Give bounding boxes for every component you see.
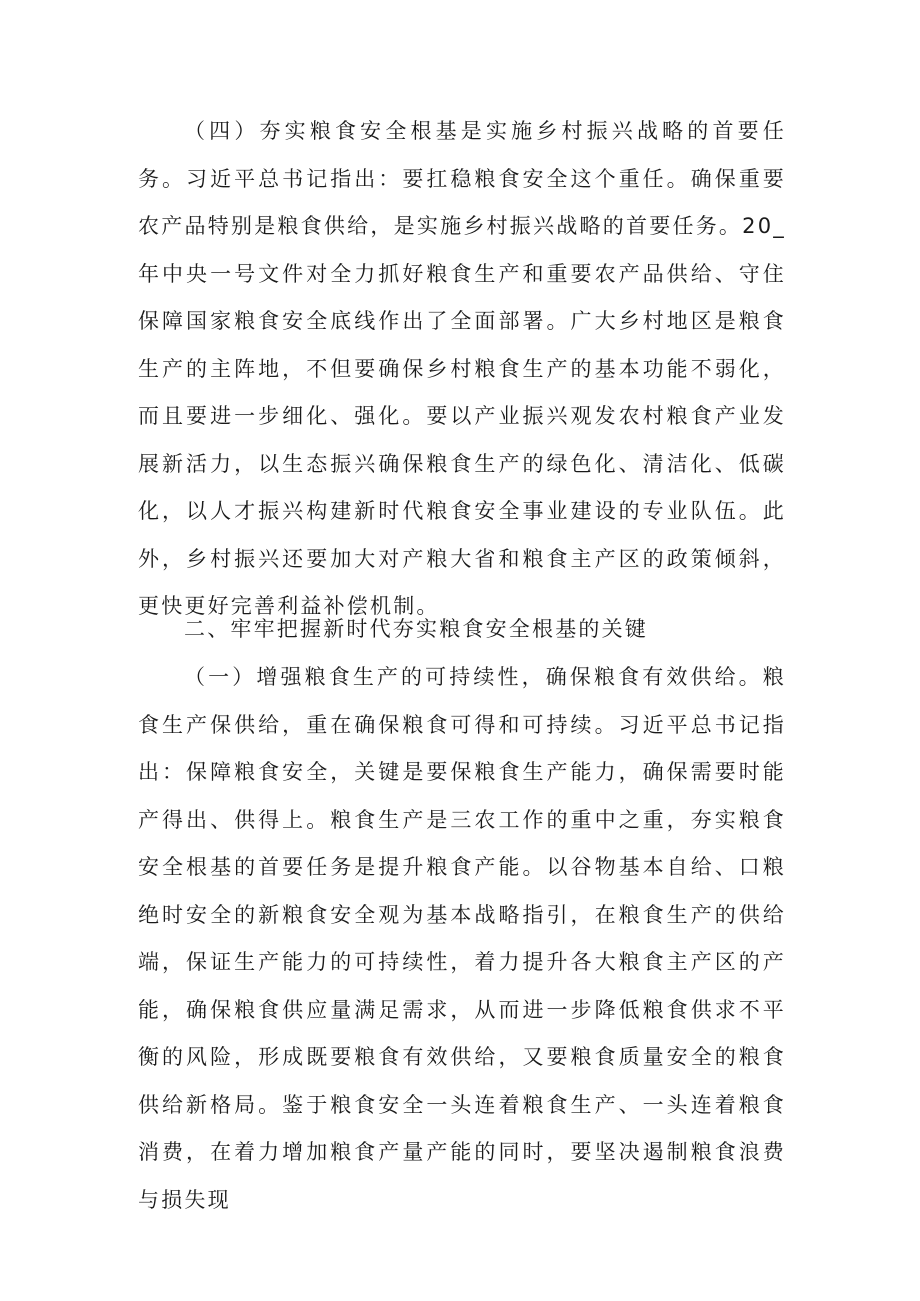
paragraph-food-security-rural-revitalization: （四）夯实粮食安全根基是实施乡村振兴战略的首要任务。习近平总书记指出：要扛稳粮食安全这个重任。确保重要农产品特别是粮食供给，是实施乡村振兴战略的首要任务。20_年中央一号文件对全力抓好粮食生产和重要农产品供给、守住保障国家粮食安全底线作出了全面部署。广大乡村地区是粮食生产的主阵地，不但要确保乡村粮食生产的基本功能不弱化，而且要进一步细化、强化。要以产业振兴观发农村粮食产业发展新活力，以生态振兴确保粮食生产的绿色化、清洁化、低碳化，以人才振兴构建新时代粮食安全事业建设的专业队伍。此外，乡村振兴还要加大对产粮大省和粮食主产区的政策倾斜，更快更好完善利益补偿机制。 [138, 119, 786, 618]
paragraph-sustainable-grain-production: （一）增强粮食生产的可持续性，确保粮食有效供给。粮食生产保供给，重在确保粮食可得和可持续。习近平总书记指出：保障粮食安全，关键是要保粮食生产能力，确保需要时能产得出、供得上。粮食生产是三农工作的重中之重，夯实粮食安全根基的首要任务是提升粮食产能。以谷物基本自给、口粮绝时安全的新粮食安全观为基本战略指引，在粮食生产的供给端，保证生产能力的可持续性，着力提升各大粮食主产区的产能，确保粮食供应量满足需求，从而进一步降低粮食供求不平衡的风险，形成既要粮食有效供给，又要粮食质量安全的粮食供给新格局。鉴于粮食安全一头连着粮食生产、一头连着粮食消费，在着力增加粮食产量产能的同时，要坚决遏制粮食浪费与损失现 [138, 665, 786, 1212]
section-heading-2: 二、牢牢把握新时代夯实粮食安全根基的关键 [184, 617, 648, 641]
